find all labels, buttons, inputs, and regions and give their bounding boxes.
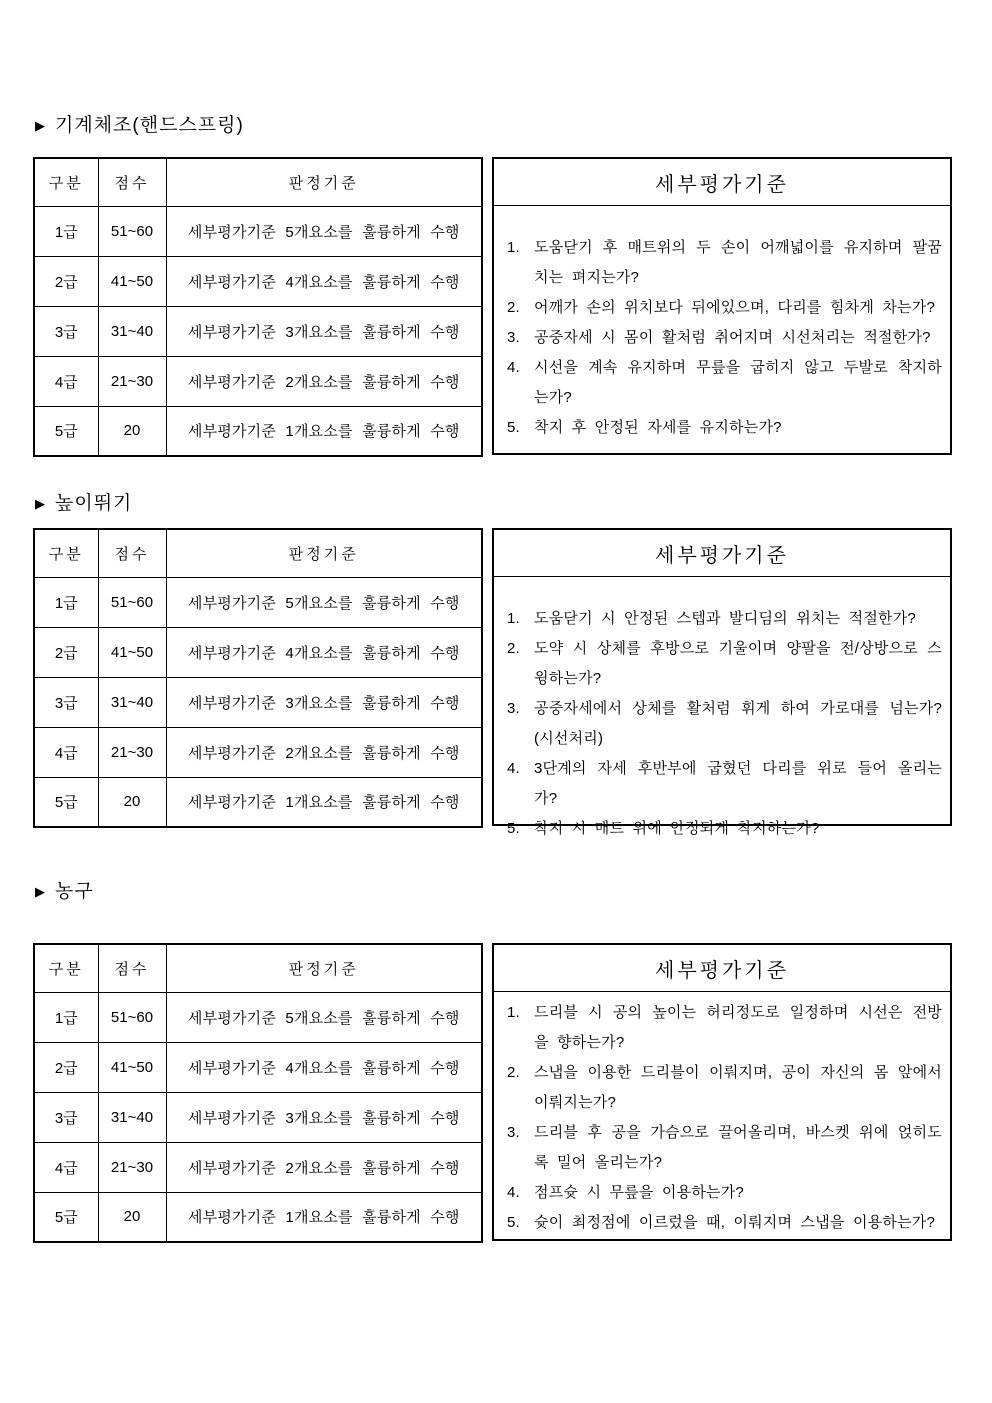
score-cell: 20: [98, 1192, 166, 1242]
grade-cell: 5급: [34, 777, 98, 827]
criteria-cell: 세부평가기준 4개요소를 훌륭하게 수행: [166, 1042, 482, 1092]
grade-cell: 3급: [34, 1092, 98, 1142]
section-title: 농구: [55, 881, 94, 902]
table-row: [34, 1042, 482, 1092]
detail-criteria-list: [494, 992, 950, 1238]
criteria-item: 2. 스냅을 이용한 드리블이 이뤄지며, 공이 자신의 몸 앞에서 이뤄지는가?: [507, 1064, 942, 1111]
grade-cell: 2급: [34, 627, 98, 677]
table-row: [34, 577, 482, 627]
score-cell: 21~30: [98, 1142, 166, 1192]
criteria-item: 3. 드리블 후 공을 가슴으로 끌어올리며, 바스켓 위에 얹히도록 밀어 올리는가?: [507, 1124, 942, 1171]
grade-cell: 5급: [34, 406, 98, 456]
triangle-bullet-icon: ▶: [35, 884, 46, 899]
score-cell: 31~40: [98, 1092, 166, 1142]
col-header-category: 구분: [34, 158, 98, 206]
detail-criteria-list: [494, 206, 950, 443]
score-cell: 41~50: [98, 627, 166, 677]
table-header-row: [34, 529, 482, 577]
score-cell: 41~50: [98, 1042, 166, 1092]
score-cell: 20: [98, 406, 166, 456]
grade-cell: 1급: [34, 206, 98, 256]
col-header-criteria: 판정기준: [166, 944, 482, 992]
col-header-score: 점수: [98, 158, 166, 206]
criteria-item: 1. 도움닫기 후 매트위의 두 손이 어깨넓이를 유지하며 팔꿈치는 펴지는가?: [507, 239, 942, 286]
grade-table-gymnastics: [33, 157, 483, 457]
table-row: [34, 1092, 482, 1142]
score-cell: 51~60: [98, 206, 166, 256]
table-row: [34, 206, 482, 256]
criteria-cell: 세부평가기준 3개요소를 훌륭하게 수행: [166, 677, 482, 727]
detail-criteria-box-basketball: [492, 943, 952, 1241]
col-header-score: 점수: [98, 529, 166, 577]
criteria-cell: 세부평가기준 4개요소를 훌륭하게 수행: [166, 256, 482, 306]
criteria-item: 2. 도약 시 상체를 후방으로 기울이며 양팔을 전/상방으로 스윙하는가?: [507, 640, 942, 687]
criteria-cell: 세부평가기준 5개요소를 훌륭하게 수행: [166, 992, 482, 1042]
table-row: [34, 1142, 482, 1192]
triangle-bullet-icon: ▶: [35, 118, 46, 133]
col-header-category: 구분: [34, 944, 98, 992]
table-row: [34, 627, 482, 677]
criteria-item: 1. 드리블 시 공의 높이는 허리정도로 일정하며 시선은 전방을 향하는가?: [507, 1004, 942, 1051]
table-row: [34, 306, 482, 356]
grade-cell: 1급: [34, 577, 98, 627]
grade-cell: 4급: [34, 1142, 98, 1192]
criteria-cell: 세부평가기준 3개요소를 훌륭하게 수행: [166, 1092, 482, 1142]
grade-table-basketball: [33, 943, 483, 1243]
score-cell: 31~40: [98, 677, 166, 727]
table-row: [34, 356, 482, 406]
score-cell: 41~50: [98, 256, 166, 306]
criteria-cell: 세부평가기준 5개요소를 훌륭하게 수행: [166, 577, 482, 627]
table-row: [34, 992, 482, 1042]
grade-cell: 4급: [34, 727, 98, 777]
criteria-item: 2. 어깨가 손의 위치보다 뒤에있으며, 다리를 힘차게 차는가?: [507, 299, 935, 316]
grade-cell: 2급: [34, 1042, 98, 1092]
col-header-score: 점수: [98, 944, 166, 992]
grade-cell: 1급: [34, 992, 98, 1042]
grade-cell: 4급: [34, 356, 98, 406]
criteria-item: 3. 공중자세 시 몸이 활처럼 취어지며 시선처리는 적절한가?: [507, 329, 931, 346]
criteria-cell: 세부평가기준 2개요소를 훌륭하게 수행: [166, 1142, 482, 1192]
col-header-criteria: 판정기준: [166, 529, 482, 577]
score-cell: 51~60: [98, 992, 166, 1042]
grade-cell: 2급: [34, 256, 98, 306]
score-cell: 51~60: [98, 577, 166, 627]
criteria-cell: 세부평가기준 4개요소를 훌륭하게 수행: [166, 627, 482, 677]
detail-criteria-title: 세부평가기준: [494, 945, 950, 992]
table-row: [34, 727, 482, 777]
score-cell: 20: [98, 777, 166, 827]
section-title: 기계체조(핸드스프링): [55, 115, 244, 136]
detail-criteria-list: [494, 577, 950, 844]
criteria-item: 3. 공중자세에서 상체를 활처럼 휘게 하여 가로대를 넘는가? (시선처리): [507, 700, 942, 747]
score-cell: 21~30: [98, 727, 166, 777]
table-header-row: [34, 158, 482, 206]
criteria-item: 4. 3단계의 자세 후반부에 굽혔던 다리를 위로 들어 올리는가?: [507, 760, 942, 807]
section-heading-gymnastics: [35, 114, 244, 139]
criteria-cell: 세부평가기준 2개요소를 훌륭하게 수행: [166, 356, 482, 406]
section-heading-basketball: [35, 880, 94, 905]
table-row: [34, 1192, 482, 1242]
detail-criteria-box-gymnastics: [492, 157, 952, 455]
score-cell: 21~30: [98, 356, 166, 406]
grade-cell: 3급: [34, 306, 98, 356]
table-header-row: [34, 944, 482, 992]
grade-table-highjump: [33, 528, 483, 828]
criteria-item: 5. 착지 후 안정된 자세를 유지하는가?: [507, 419, 782, 436]
section-title: 높이뛰기: [55, 493, 133, 514]
detail-criteria-title: 세부평가기준: [494, 530, 950, 577]
criteria-cell: 세부평가기준 2개요소를 훌륭하게 수행: [166, 727, 482, 777]
table-row: [34, 256, 482, 306]
col-header-criteria: 판정기준: [166, 158, 482, 206]
detail-criteria-title: 세부평가기준: [494, 159, 950, 206]
score-cell: 31~40: [98, 306, 166, 356]
criteria-cell: 세부평가기준 1개요소를 훌륭하게 수행: [166, 777, 482, 827]
criteria-cell: 세부평가기준 1개요소를 훌륭하게 수행: [166, 406, 482, 456]
criteria-item: 4. 점프슛 시 무릎을 이용하는가?: [507, 1184, 744, 1201]
col-header-category: 구분: [34, 529, 98, 577]
section-heading-highjump: [35, 492, 132, 517]
criteria-item: 5. 착지 시 매트 위에 안정되게 착지하는가?: [507, 820, 820, 837]
table-row: [34, 677, 482, 727]
triangle-bullet-icon: ▶: [35, 496, 46, 511]
criteria-cell: 세부평가기준 3개요소를 훌륭하게 수행: [166, 306, 482, 356]
table-row: [34, 777, 482, 827]
criteria-cell: 세부평가기준 5개요소를 훌륭하게 수행: [166, 206, 482, 256]
criteria-cell: 세부평가기준 1개요소를 훌륭하게 수행: [166, 1192, 482, 1242]
criteria-item: 5. 슛이 최정점에 이르렀을 때, 이뤄지며 스냅을 이용하는가?: [507, 1214, 935, 1231]
criteria-item: 1. 도움닫기 시 안정된 스텝과 발디딤의 위치는 적절한가?: [507, 610, 916, 627]
criteria-item: 4. 시선을 계속 유지하며 무릎을 굽히지 않고 두발로 착지하는가?: [507, 359, 942, 406]
grade-cell: 5급: [34, 1192, 98, 1242]
grade-cell: 3급: [34, 677, 98, 727]
table-row: [34, 406, 482, 456]
detail-criteria-box-highjump: [492, 528, 952, 837]
